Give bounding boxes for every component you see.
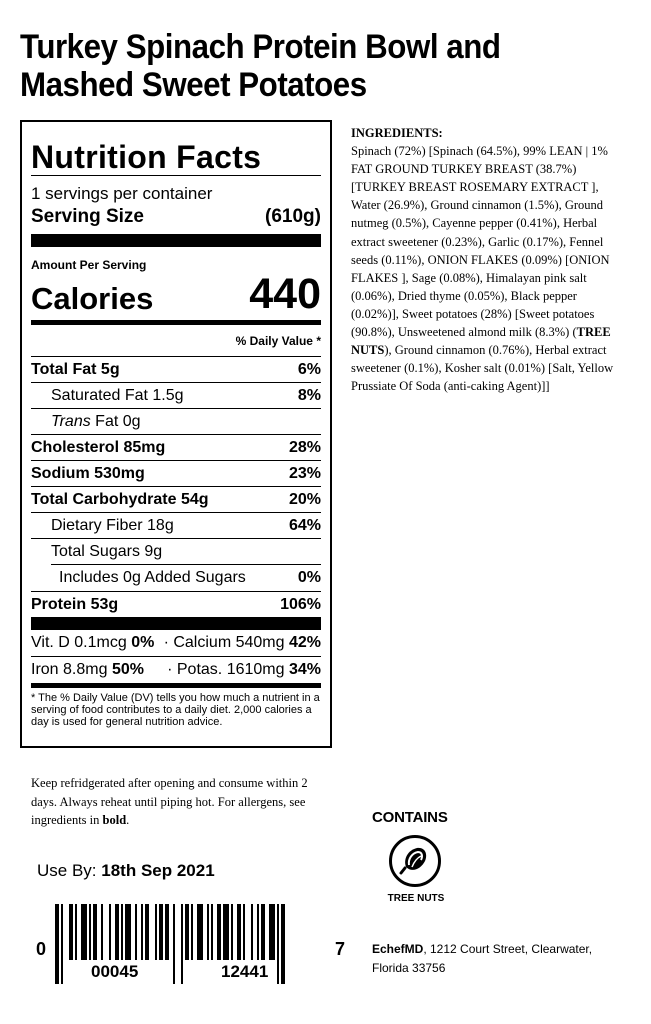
servings-per-container: 1 servings per container [31,184,213,203]
barcode-bar [121,904,123,960]
ingredients-text-part: Spinach (72%) [Spinach (64.5%), 99% LEAN | 1% FAT GROUND TURKEY BREAST (38.7%) [TURKEY BREAST ROSEMARY EXTRACT ], Water (26.9%), Ground cinnamon (1.5%), Ground nutmeg (0.5%), Cayenne pepper (0.41%), Herbal extract sweetener (0.23%), Garlic (0.17%), Fennel seeds (0.11%), ONION FLAKES (0.09%) [ONION FLAKES ], Sage (0.08%), Himalayan pink salt (0.06%), Dried thyme (0.05%), Black pepper (0.02%)], Sweet potatoes (28%) [Sweet potatoes (90.8%), Unsweetened almond milk (8.3%) ( [351,144,610,340]
nutrient-label: Includes 0g Added Sugars [59,569,246,586]
daily-value-footnote: * The % Daily Value (DV) tells you how much a nutrient in a serving of food contributes to a daily diet. 2,000 calories a day is used for general nutrition advice. [31,692,320,728]
barcode-bar [101,904,103,960]
company-address [372,940,632,978]
barcode-bar [211,904,213,960]
barcode-bar [243,904,245,960]
amount-per-serving: Amount Per Serving [31,258,147,272]
storage-bold-word: bold [102,813,127,827]
barcode-bar [217,904,221,960]
serving-size [31,206,321,228]
storage-instructions [31,774,331,830]
barcode-bar [55,904,59,984]
nutrient-pct: 23% [288,464,321,482]
iron-pct: 50% [111,661,144,678]
vitamin-d-pct: 0% [131,634,155,651]
barcode-bar [75,904,77,960]
barcode-bar [207,904,209,960]
nutrient-row-dietary-fiber [31,512,321,538]
barcode-bar [89,904,91,960]
barcode-bar [159,904,163,960]
barcode-bar [173,904,175,984]
address-text: , 1212 Court Street, Clearwater, Florida 33756 [372,942,593,975]
barcode-bar [269,904,275,960]
storage-text: Keep refridgerated after opening and consume within 2 days. Always reheat until piping hot. For allergens, see ingredients in [31,776,308,827]
barcode-bar [61,904,63,984]
barcode-bar [81,904,87,960]
barcode-bar [93,904,97,960]
iron-label: Iron 8.8mg [31,661,108,678]
ingredients-allergen-bold: TREE NUTS [351,325,611,358]
storage-text-end: . [126,813,130,827]
nutrient-pct: 106% [280,595,321,613]
nutrient-pct: 0% [297,569,321,586]
barcode-bar [165,904,169,960]
barcode-bar [223,904,229,960]
barcode-bar [135,904,137,960]
trans-fat-text: Fat 0g [90,412,141,430]
calcium-pct: 42% [288,634,321,651]
nutrition-facts-heading: Nutrition Facts [31,139,262,175]
serving-size-label: Serving Size [31,206,144,227]
barcode-first-digit: 0 [36,939,47,959]
nutrient-row-total-sugars [31,538,321,564]
nutrient-label: Saturated Fat 1.5g [51,386,184,404]
divider [31,175,321,176]
nutrient-pct: 20% [288,490,321,508]
vitamin-d [31,634,154,652]
potassium [167,661,321,679]
iron [31,661,144,679]
calories-value: 440 [249,270,321,318]
vitamin-row-1 [31,630,321,656]
barcode-bar [281,904,285,984]
product-title: Turkey Spinach Protein Bowl and Mashed Sweet Potatoes [20,28,501,104]
ingredients-text [351,142,626,395]
barcode-bar [197,904,203,960]
barcode-bar [145,904,149,960]
nutrient-label: Cholesterol 85mg [31,438,166,456]
barcode-bar [69,904,73,960]
nutrient-row-trans-fat [31,408,321,434]
barcode-bar [141,904,143,960]
potassium-pct: 34% [288,661,321,678]
barcode-left-group: 00045 [91,962,139,981]
nutrient-pct: 8% [297,386,321,404]
nutrient-label: Sodium 530mg [31,464,145,482]
nutrient-pct: 64% [288,516,321,534]
nutrient-row-saturated-fat [31,382,321,408]
nutrient-row-total-fat [31,356,321,382]
calcium-label: · Calcium 540mg [163,634,285,651]
nutrient-label: Total Fat 5g [31,360,120,378]
barcode-bar [125,904,131,960]
barcode-bar [261,904,265,960]
allergen-name: TREE NUTS [387,893,445,904]
vitamin-d-label: Vit. D 0.1mcg [31,634,127,651]
nutrient-pct: 6% [297,360,321,378]
tree-nut-icon [388,834,442,888]
barcode [33,900,349,986]
barcode-check-digit: 7 [335,939,346,959]
nutrient-label: Total Carbohydrate 54g [31,490,209,508]
calcium [164,634,321,652]
barcode-bar [109,904,111,960]
company-name: EchefMD [372,942,424,956]
ingredients-title: INGREDIENTS: [351,126,443,140]
barcode-bar [115,904,119,960]
potassium-label: · Potas. 1610mg [167,661,285,678]
nutrient-row-cholesterol [31,434,321,460]
nutrition-facts-panel [20,120,332,748]
barcode-bar [231,904,233,960]
nutrient-row-total-carbohydrate [31,486,321,512]
ingredients-text-part: ), Ground cinnamon (0.76%), Herbal extract sweetener (0.1%), Kosher salt (0.01%) [Salt, Yellow Prussiate Of Soda (anti-caking Agent)]] [351,343,614,394]
nutrient-row-sodium [31,460,321,486]
barcode-bar [181,904,183,984]
serving-size-value: (610g) [265,206,321,227]
nutrient-label: Total Sugars 9g [51,542,163,560]
barcode-bar [185,904,189,960]
heavy-divider [31,234,321,247]
vitamin-row-2 [31,657,321,683]
barcode-bar [257,904,259,960]
barcode-bar [277,904,279,984]
barcode-bar [237,904,241,960]
trans-italic: Trans [51,412,91,430]
nutrient-label: Dietary Fiber 18g [51,516,174,534]
barcode-bar [155,904,157,960]
contains-label: CONTAINS [372,809,448,826]
nutrient-pct: 28% [288,438,321,456]
barcode-right-group: 12441 [221,962,269,981]
calories-label: Calories [31,281,154,316]
ingredients-block [351,124,626,395]
barcode-bar [191,904,193,960]
calories [31,272,321,316]
nutrient-label [31,413,141,431]
nutrient-row-added-sugars [31,565,321,591]
nutrient-row-protein [31,591,321,617]
heavy-divider [31,617,321,630]
use-by-value: 18th Sep 2021 [101,861,215,880]
nutrient-label: Protein 53g [31,595,119,613]
barcode-bar [251,904,253,960]
daily-value-header: % Daily Value * [235,334,321,348]
use-by-label: Use By: [37,861,97,880]
use-by-date [37,861,215,881]
